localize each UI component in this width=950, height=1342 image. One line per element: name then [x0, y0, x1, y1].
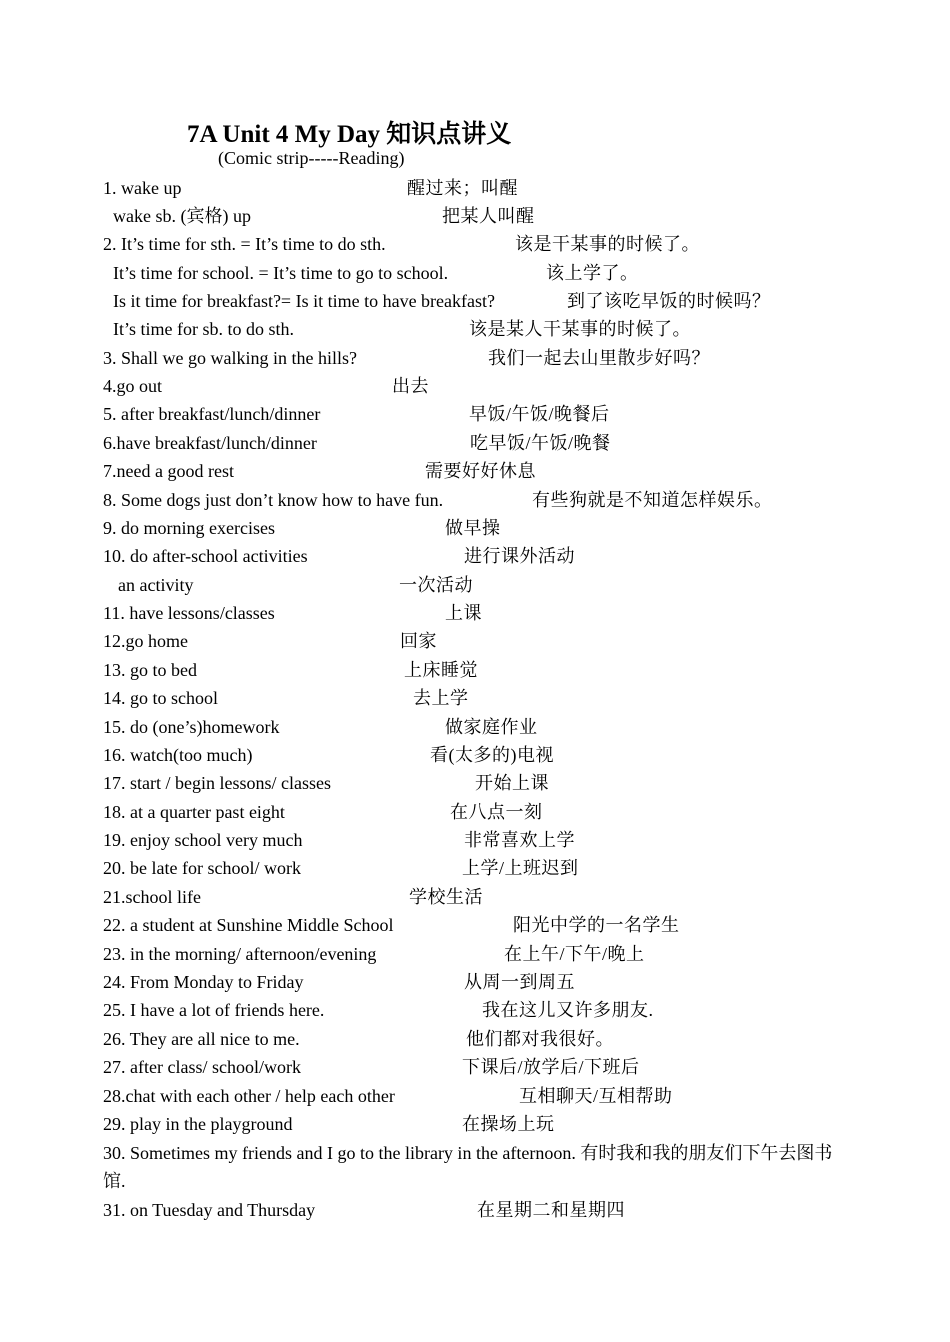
item-english: 8. Some dogs just don’t know how to have fun. [103, 490, 444, 510]
item-chinese: 醒过来；叫醒 [407, 178, 518, 198]
item-chinese: 做早操 [445, 518, 501, 538]
item-chinese: 去上学 [413, 688, 469, 708]
item-english: 5. after breakfast/lunch/dinner [103, 404, 321, 424]
item-chinese: 有些狗就是不知道怎样娱乐。 [532, 490, 773, 510]
item-english: 14. go to school [103, 688, 218, 708]
item-chinese: 上床睡觉 [404, 660, 478, 680]
item-english: 22. a student at Sunshine Middle School [103, 915, 394, 935]
item-chinese: 从周一到周五 [464, 972, 575, 992]
item-english: It’s time for school. = It’s time to go to school. [113, 263, 449, 283]
item-english: 6.have breakfast/lunch/dinner [103, 433, 317, 453]
item-chinese: 学校生活 [409, 887, 483, 907]
item-chinese: 到了该吃早饭的时候吗？ [567, 291, 771, 311]
item-chinese: 非常喜欢上学 [464, 830, 575, 850]
item-chinese: 看(太多的)电视 [430, 745, 554, 765]
item-english: 20. be late for school/ work [103, 858, 301, 878]
item-english: 16. watch(too much) [103, 745, 253, 765]
item-chinese: 做家庭作业 [445, 717, 538, 737]
list-item-wrapped: 30. Sometimes my friends and I go to the library in the afternoon. 有时我和我的朋友们下午去图书馆. [103, 1143, 833, 1191]
item-chinese: 回家 [400, 631, 437, 651]
item-chinese: 在八点一刻 [450, 802, 543, 822]
item-english: Is it time for breakfast?= Is it time to have breakfast? [113, 291, 496, 311]
item-english: wake sb. (宾格) up [113, 206, 251, 226]
item-english: 13. go to bed [103, 660, 197, 680]
page-subtitle: (Comic strip-----Reading) [218, 148, 405, 168]
item-english: 4.go out [103, 376, 163, 396]
item-chinese: 他们都对我很好。 [466, 1029, 614, 1049]
item-chinese: 下课后/放学后/下班后 [462, 1057, 640, 1077]
item-english: 11. have lessons/classes [103, 603, 275, 623]
item-english: 28.chat with each other / help each other [103, 1086, 395, 1106]
item-english: 3. Shall we go walking in the hills? [103, 348, 357, 368]
item-english: 12.go home [103, 631, 188, 651]
item-chinese: 进行课外活动 [464, 546, 575, 566]
item-english: 21.school life [103, 887, 201, 907]
item-chinese: 上课 [445, 603, 482, 623]
item-english: 27. after class/ school/work [103, 1057, 301, 1077]
item-chinese: 吃早饭/午饭/晚餐 [470, 433, 611, 453]
item-english: 15. do (one’s)homework [103, 717, 280, 737]
item-chinese: 我们一起去山里散步好吗？ [488, 348, 710, 368]
item-chinese: 上学/上班迟到 [462, 858, 579, 878]
item-english: 17. start / begin lessons/ classes [103, 773, 331, 793]
item-chinese: 把某人叫醒 [442, 206, 535, 226]
item-chinese: 在操场上玩 [462, 1114, 555, 1134]
item-english: 19. enjoy school very much [103, 830, 303, 850]
item-english: It’s time for sb. to do sth. [113, 319, 294, 339]
item-chinese: 在星期二和星期四 [477, 1200, 625, 1220]
item-chinese: 在上午/下午/晚上 [504, 944, 645, 964]
item-english: 26. They are all nice to me. [103, 1029, 300, 1049]
item-english: 25. I have a lot of friends here. [103, 1000, 325, 1020]
item-chinese: 该是某人干某事的时候了。 [469, 319, 691, 339]
item-chinese: 我在这儿又许多朋友. [482, 1000, 654, 1020]
item-chinese: 互相聊天/互相帮助 [519, 1086, 673, 1106]
item-english: 29. play in the playground [103, 1114, 293, 1134]
item-chinese: 开始上课 [475, 773, 549, 793]
item-chinese: 阳光中学的一名学生 [513, 915, 680, 935]
item-chinese: 该上学了。 [546, 263, 639, 283]
item-english: 10. do after-school activities [103, 546, 308, 566]
item-chinese: 该是干某事的时候了。 [515, 234, 700, 254]
item-english: 1. wake up [103, 178, 182, 198]
item-chinese: 需要好好休息 [425, 461, 536, 481]
item-english: 18. at a quarter past eight [103, 802, 285, 822]
item-chinese: 早饭/午饭/晚餐后 [469, 404, 610, 424]
item-english: 9. do morning exercises [103, 518, 275, 538]
item-english: 31. on Tuesday and Thursday [103, 1200, 316, 1220]
item-english: 23. in the morning/ afternoon/evening [103, 944, 377, 964]
item-chinese: 出去 [392, 376, 429, 396]
item-english: an activity [118, 575, 194, 595]
item-english: 7.need a good rest [103, 461, 234, 481]
item-chinese: 一次活动 [399, 575, 473, 595]
page-title: 7A Unit 4 My Day 知识点讲义 [187, 121, 512, 148]
item-english: 2. It’s time for sth. = It’s time to do sth. [103, 234, 386, 254]
item-english: 24. From Monday to Friday [103, 972, 304, 992]
